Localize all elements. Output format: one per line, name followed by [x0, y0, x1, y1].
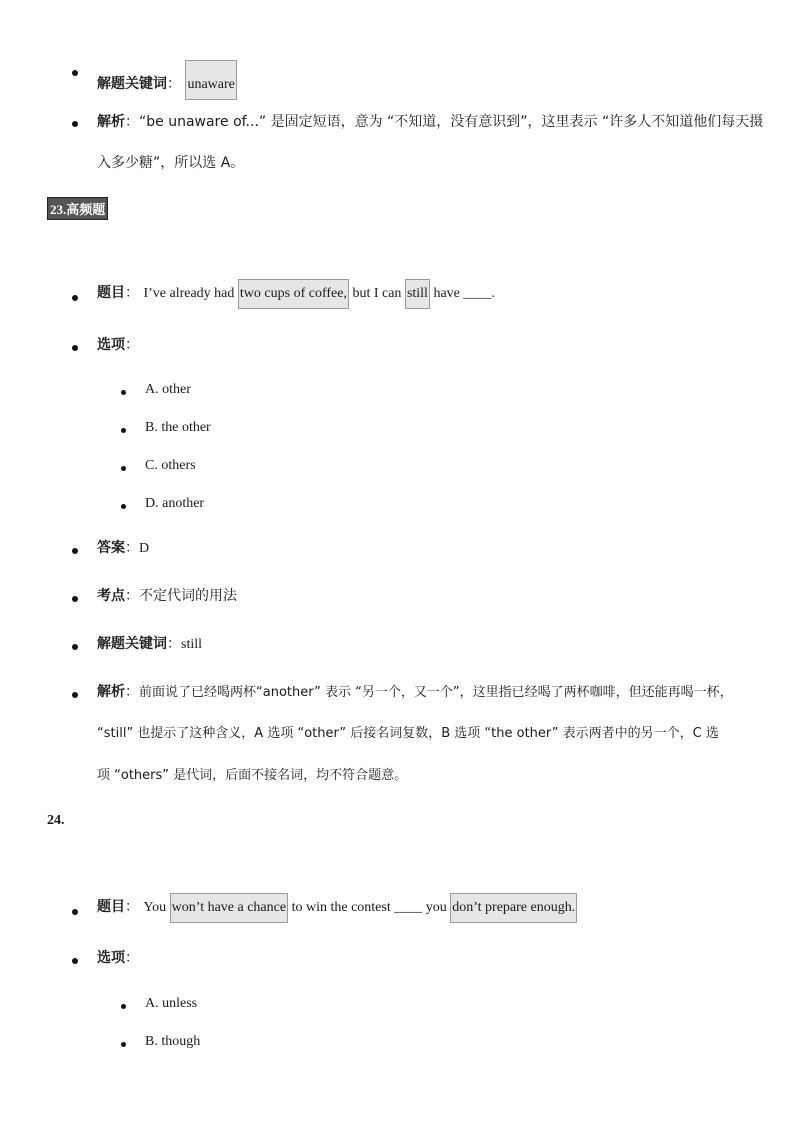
option-a: A. other — [145, 382, 191, 397]
colon: ： — [167, 76, 181, 92]
colon: ： — [125, 114, 139, 130]
analysis-line-2: 入多少糖”，所以选 A。 — [97, 155, 245, 171]
colon: ： — [125, 285, 139, 301]
answer-label: 答案 — [97, 540, 125, 556]
point-line — [97, 586, 237, 606]
keyword-label: 解题关键词 — [97, 636, 167, 652]
bullet — [72, 345, 78, 351]
question-line — [97, 890, 577, 925]
option-c: C. others — [145, 458, 196, 473]
analysis-label: 解析 — [97, 684, 125, 700]
analysis-text: “be unaware of...” 是固定短语，意为 “不知道，没有意识到”，这里表示 “许多人不知道他们每天摄 — [139, 114, 764, 130]
bullet — [72, 644, 78, 650]
question-text: to win the contest ____ you — [288, 900, 451, 915]
question-line — [97, 276, 495, 311]
keyword-value-highlight: unaware — [185, 60, 236, 100]
bullet — [121, 1042, 126, 1047]
highlight-phrase: two cups of coffee, — [238, 279, 349, 309]
colon: ： — [125, 540, 139, 556]
options-line — [97, 948, 139, 968]
option-d: D. another — [145, 496, 205, 511]
colon: ： — [125, 950, 139, 966]
highlight-phrase: still — [405, 279, 430, 309]
options-label: 选项 — [97, 337, 125, 353]
question-label: 题目 — [97, 899, 125, 915]
analysis-line-1 — [97, 112, 763, 132]
bullet — [72, 121, 78, 127]
keyword-line — [97, 634, 202, 655]
option-b: B. the other — [145, 420, 211, 435]
analysis-line-3: 项 “others” 是代词，后面不接名词，均不符合题意。 — [97, 768, 408, 783]
colon: ： — [125, 899, 139, 915]
question-text: have ____. — [429, 286, 495, 301]
analysis-text: 前面说了已经喝两杯“another” 表示 “另一个，又一个”，这里指已经喝了两杯咖啡，但还能再喝一杯， — [139, 685, 733, 700]
bullet — [72, 548, 78, 554]
options-line — [97, 335, 139, 355]
question-heading: 24. — [47, 813, 65, 828]
bullet — [121, 390, 126, 395]
bullet — [121, 428, 126, 433]
bullet — [72, 596, 78, 602]
colon: ： — [125, 588, 139, 604]
question-number-badge: 23.高频题 — [47, 197, 108, 220]
bullet — [72, 70, 78, 76]
bullet — [72, 692, 78, 698]
bullet — [121, 1004, 126, 1009]
keyword-line — [97, 60, 237, 100]
bullet — [72, 909, 78, 915]
analysis-line-2: “still” 也提示了这种含义，A 选项 “other” 后接名词复数，B 选项 “the other” 表示两者中的另一个，C 选 — [97, 726, 719, 741]
colon: ： — [167, 636, 181, 652]
bullet — [72, 958, 78, 964]
colon: ： — [125, 684, 139, 700]
question-heading — [47, 197, 108, 220]
question-label: 题目 — [97, 285, 125, 301]
bullet — [121, 504, 126, 509]
option-b: B. though — [145, 1034, 201, 1049]
options-label: 选项 — [97, 950, 125, 966]
answer-value: D — [139, 541, 150, 556]
bullet — [72, 295, 78, 301]
colon: ： — [125, 337, 139, 353]
analysis-label: 解析 — [97, 114, 125, 130]
keyword-value: still — [181, 637, 203, 652]
question-text: I’ve already had — [143, 286, 238, 301]
bullet — [121, 466, 126, 471]
option-a: A. unless — [145, 996, 198, 1011]
keyword-label: 解题关键词 — [97, 76, 167, 92]
point-value: 不定代词的用法 — [139, 588, 237, 604]
answer-line — [97, 538, 149, 559]
question-text: but I can — [348, 286, 405, 301]
highlight-phrase: won’t have a chance — [170, 893, 288, 923]
question-text: You — [143, 900, 170, 915]
point-label: 考点 — [97, 588, 125, 604]
highlight-phrase: don’t prepare enough. — [450, 893, 577, 923]
analysis-line-1 — [97, 682, 733, 703]
